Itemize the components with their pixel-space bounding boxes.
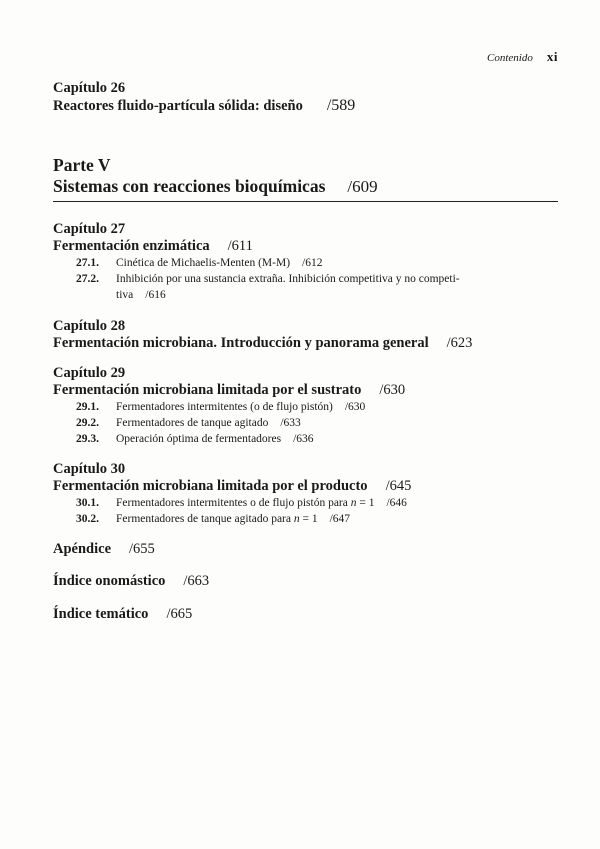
- chapter-page: /611: [227, 238, 253, 254]
- chapter-title: [53, 382, 558, 399]
- chapter-title-text: Fermentación microbiana limitada por el sustrato: [53, 382, 362, 398]
- section-page: /647: [329, 513, 351, 525]
- toc-chapter-30: [53, 461, 558, 527]
- toc-chapter-26: [53, 80, 558, 115]
- part-label: Parte V: [53, 155, 111, 175]
- section-title-text: Fermentadores de tanque agitado: [116, 417, 269, 429]
- section-title: [116, 255, 558, 271]
- section-title: [116, 495, 558, 511]
- chapter-title-text: Fermentación microbiana. Introducción y panorama general: [53, 335, 429, 351]
- section-page: /616: [145, 289, 166, 301]
- page-number: xi: [546, 49, 558, 64]
- chapter-title: [53, 335, 558, 352]
- subject-index-page: /665: [166, 606, 193, 622]
- toc-subject-index: [53, 606, 558, 623]
- toc-chapter-27: [53, 221, 558, 303]
- section-title-text: Fermentadores intermitentes o de flujo pistón para: [116, 497, 348, 509]
- chapter-label: Capítulo 30: [53, 461, 126, 477]
- equation-value: = 1: [356, 497, 375, 509]
- chapter-label: Capítulo 27: [53, 221, 126, 237]
- section-number: 30.2.: [76, 513, 99, 525]
- toc-appendix: [53, 541, 558, 558]
- toc-section: [53, 271, 558, 303]
- toc-part-5: [53, 155, 558, 198]
- toc-section: [53, 399, 558, 415]
- chapter-label: Capítulo 28: [53, 318, 126, 334]
- section-title: [116, 271, 558, 303]
- appendix-title: Apéndice: [53, 541, 111, 557]
- section-page: /630: [344, 401, 366, 413]
- section-title: [116, 511, 558, 527]
- toc-author-index: [53, 573, 558, 590]
- section-title: [116, 415, 558, 431]
- toc-chapter-28: [53, 318, 558, 352]
- variable-n: n: [350, 497, 357, 509]
- chapter-page: /630: [379, 382, 406, 398]
- chapter-title: [53, 238, 558, 255]
- author-index-page: /663: [183, 573, 210, 589]
- section-number: 29.1.: [76, 401, 99, 413]
- section-number: 27.2.: [76, 273, 99, 285]
- section-page: /636: [293, 433, 314, 445]
- chapter-page: /623: [446, 335, 473, 351]
- chapter-page: /589: [326, 97, 356, 114]
- chapter-title: [53, 478, 558, 495]
- part-title: [53, 175, 558, 198]
- variable-n: n: [293, 513, 300, 525]
- section-number: 29.3.: [76, 433, 99, 445]
- subject-index-title: Índice temático: [53, 606, 149, 622]
- part-divider: [53, 201, 558, 202]
- toc-chapter-29: [53, 365, 558, 447]
- chapter-label: Capítulo 29: [53, 365, 126, 381]
- chapter-title-text: Fermentación microbiana limitada por el producto: [53, 478, 368, 494]
- chapter-title-text: Fermentación enzimática: [53, 238, 210, 254]
- chapter-title: [53, 97, 558, 115]
- toc-section: [53, 415, 558, 431]
- section-title-text: Fermentadores de tanque agitado para: [116, 513, 291, 525]
- section-title-text: Fermentadores intermitentes (o de flujo pistón): [116, 401, 333, 413]
- equation-value: = 1: [299, 513, 318, 525]
- toc-section: [53, 255, 558, 271]
- section-title-text: Operación óptima de fermentadores: [116, 433, 282, 445]
- toc-section: [53, 495, 558, 511]
- section-title: [116, 431, 558, 447]
- section-title: [116, 399, 558, 415]
- toc-section: [53, 431, 558, 447]
- running-head: [487, 49, 558, 65]
- section-number: 27.1.: [76, 257, 99, 269]
- part-page: /609: [347, 177, 378, 196]
- appendix-page: /655: [129, 541, 155, 557]
- chapter-page: /645: [385, 478, 412, 494]
- section-page: /646: [386, 497, 407, 509]
- section-number: 30.1.: [76, 497, 99, 509]
- running-head-section: Contenido: [487, 52, 533, 64]
- section-page: /612: [302, 257, 323, 269]
- section-title-text: Inhibición por una sustancia extraña. Inhibición competitiva y no competi-: [116, 273, 460, 285]
- section-number: 29.2.: [76, 417, 99, 429]
- chapter-label: Capítulo 26: [53, 80, 126, 96]
- chapter-title-text: Reactores fluido-partícula sólida: diseño: [53, 98, 303, 114]
- toc-section: [53, 511, 558, 527]
- section-title-text: Cinética de Michaelis-Menten (M-M): [116, 257, 291, 269]
- section-title-text: tiva: [116, 289, 134, 301]
- part-title-text: Sistemas con reacciones bioquímicas: [53, 176, 326, 196]
- author-index-title: Índice onomástico: [53, 573, 166, 589]
- section-page: /633: [280, 417, 301, 429]
